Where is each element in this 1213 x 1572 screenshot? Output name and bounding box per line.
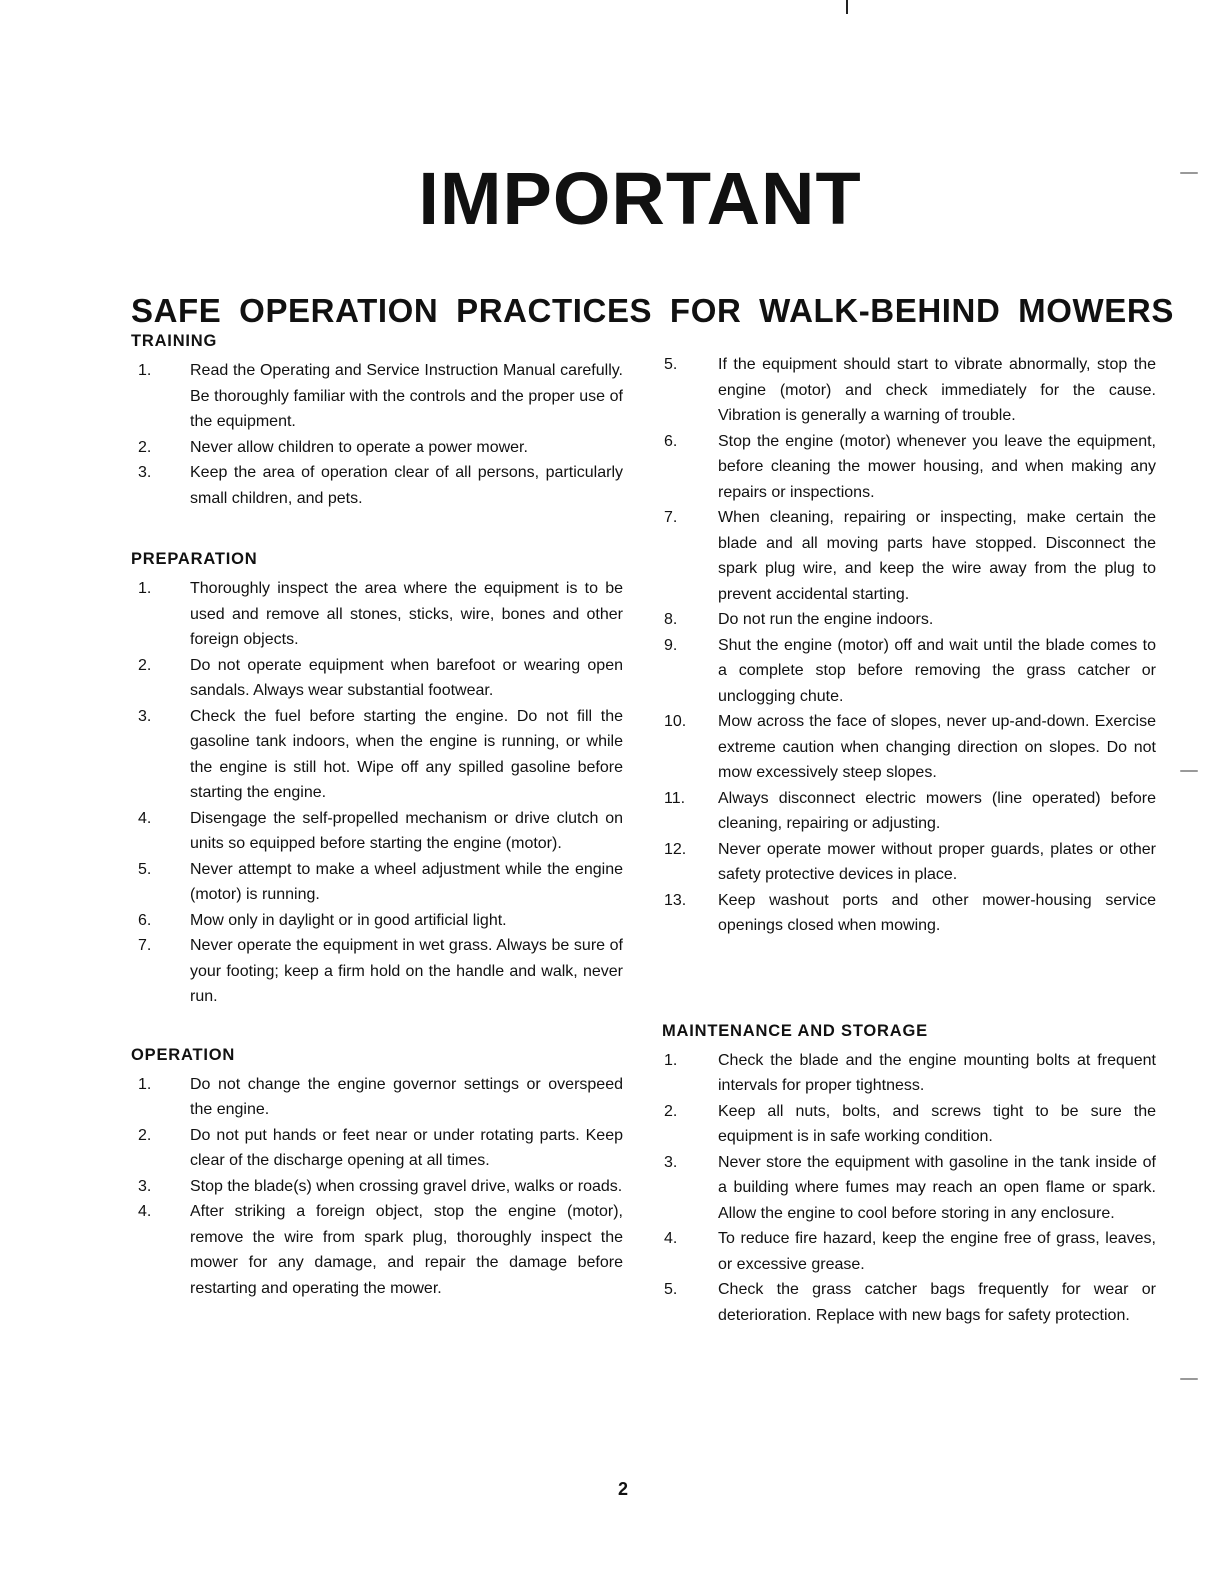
scan-margin-mark xyxy=(1180,770,1198,772)
item-number: 2. xyxy=(664,1102,678,1120)
item-number: 2. xyxy=(138,438,152,456)
list-item xyxy=(131,653,623,704)
right-column xyxy=(662,330,1156,1328)
list-item xyxy=(662,1150,1156,1227)
item-number: 13. xyxy=(664,891,687,909)
list-item xyxy=(662,1048,1156,1099)
item-number: 3. xyxy=(138,1177,152,1195)
item-text: Do not operate equipment when barefoot or wearing open sandals. Always wear substantial footwear. xyxy=(190,656,623,699)
item-number: 2. xyxy=(138,1126,152,1144)
list-item xyxy=(662,607,1156,633)
item-text: Check the blade and the engine mounting bolts at frequent intervals for proper tightness. xyxy=(718,1051,1156,1094)
training-section xyxy=(131,330,623,511)
list-item xyxy=(662,837,1156,888)
list-item xyxy=(662,505,1156,607)
left-column xyxy=(131,330,623,1301)
item-number: 1. xyxy=(138,580,152,597)
item-text: Keep all nuts, bolts, and screws tight to be sure the equipment is in safe working condition. xyxy=(718,1102,1156,1145)
item-number: 6. xyxy=(138,911,152,929)
item-number: 1. xyxy=(664,1051,678,1069)
item-text: After striking a foreign object, stop the engine (motor), remove the wire from spark plug, thoroughly inspect the mower for any damage, and repair the damage before restarting and operating the mower. xyxy=(190,1203,623,1297)
item-number: 10. xyxy=(664,713,687,730)
item-text: If the equipment should start to vibrate abnormally, stop the engine (motor) and check immediately for the cause. Vibration is generally a warning of trouble. xyxy=(718,356,1156,424)
maintenance-heading: MAINTENANCE AND STORAGE xyxy=(662,1021,928,1040)
list-item xyxy=(662,709,1156,786)
item-number: 12. xyxy=(664,840,687,858)
list-item xyxy=(131,1174,623,1200)
page-title: IMPORTANT xyxy=(418,157,862,240)
item-text: When cleaning, repairing or inspecting, make certain the blade and all moving parts have stopped. Disconnect the spark plug wire, and keep the wire away from the plug to prevent accidental starting. xyxy=(718,509,1156,603)
item-number: 9. xyxy=(664,636,678,654)
item-text: Keep the area of operation clear of all persons, particularly small children, and pets. xyxy=(190,464,623,507)
training-list xyxy=(131,358,623,511)
item-text: Never operate mower without proper guards, plates or other safety protective devices in place. xyxy=(718,840,1156,883)
page-subtitle: SAFE OPERATION PRACTICES FOR WALK-BEHIND MOWERS xyxy=(131,292,1174,329)
item-text: Check the fuel before starting the engine. Do not fill the gasoline tank indoors, when the engine is running, or while the engine is still hot. Wipe off any spilled gasoline before starting the engine. xyxy=(190,707,623,801)
item-text: Do not put hands or feet near or under rotating parts. Keep clear of the discharge opening at all times. xyxy=(190,1126,623,1169)
item-number: 8. xyxy=(664,611,678,628)
item-text: Keep washout ports and other mower-housing service openings closed when mowing. xyxy=(718,891,1156,934)
item-number: 1. xyxy=(138,362,152,379)
item-number: 7. xyxy=(664,509,678,526)
list-item xyxy=(662,888,1156,939)
item-number: 3. xyxy=(138,464,152,481)
item-number: 4. xyxy=(138,809,152,827)
scan-margin-mark xyxy=(1180,1378,1198,1380)
preparation-section xyxy=(131,548,623,1010)
item-text: Never allow children to operate a power mower. xyxy=(190,438,528,456)
item-number: 3. xyxy=(664,1153,678,1171)
page-number: 2 xyxy=(618,1479,629,1499)
list-item xyxy=(131,460,623,511)
item-text: Do not run the engine indoors. xyxy=(718,611,934,628)
item-text: Disengage the self-propelled mechanism or drive clutch on units so equipped before starting the engine (motor). xyxy=(190,809,623,852)
item-number: 1. xyxy=(138,1075,152,1093)
list-item xyxy=(662,633,1156,710)
training-heading: TRAINING xyxy=(131,332,218,350)
operation-list xyxy=(131,1072,623,1302)
operation-continued-list xyxy=(662,352,1156,939)
item-text: Never store the equipment with gasoline in the tank inside of a building where fumes may reach an open flame or spark. Allow the engine to cool before storing in any enclosure. xyxy=(718,1153,1156,1222)
operation-heading: OPERATION xyxy=(131,1045,236,1064)
item-text: Do not change the engine governor settings or overspeed the engine. xyxy=(190,1075,623,1118)
item-text: Read the Operating and Service Instruction Manual carefully. Be thoroughly familiar with the controls and the proper use of the equipment. xyxy=(190,362,623,430)
list-item xyxy=(131,358,623,435)
item-text: Stop the engine (motor) whenever you leave the equipment, before cleaning the mower housing, and when making any repairs or inspections. xyxy=(718,432,1156,501)
list-item xyxy=(131,933,623,1010)
maintenance-section xyxy=(662,1020,1156,1329)
list-item xyxy=(662,429,1156,506)
item-text: Always disconnect electric mowers (line operated) before cleaning, repairing or adjusting. xyxy=(718,789,1156,832)
list-item xyxy=(131,704,623,806)
list-item xyxy=(131,435,623,461)
item-number: 4. xyxy=(138,1203,152,1220)
list-item xyxy=(131,1199,623,1301)
item-number: 4. xyxy=(664,1230,678,1247)
scan-edge-mark xyxy=(846,0,848,14)
item-text: Mow across the face of slopes, never up-and-down. Exercise extreme caution when changing direction on slopes. Do not mow excessively steep slopes. xyxy=(718,713,1156,781)
item-text: Stop the blade(s) when crossing gravel drive, walks or roads. xyxy=(190,1177,623,1195)
item-text: Thoroughly inspect the area where the equipment is to be used and remove all stones, sticks, wire, bones and other foreign objects. xyxy=(190,580,623,648)
item-number: 7. xyxy=(138,937,152,954)
operation-section xyxy=(131,1044,623,1302)
list-item xyxy=(662,1099,1156,1150)
list-item xyxy=(131,576,623,653)
item-number: 11. xyxy=(664,789,686,807)
item-text: To reduce fire hazard, keep the engine free of grass, leaves, or excessive grease. xyxy=(718,1230,1156,1273)
list-item xyxy=(662,1277,1156,1328)
item-number: 5. xyxy=(138,860,152,878)
maintenance-list xyxy=(662,1048,1156,1329)
list-item xyxy=(131,908,623,934)
list-item xyxy=(131,857,623,908)
list-item xyxy=(131,1123,623,1174)
list-item xyxy=(662,352,1156,429)
item-number: 5. xyxy=(664,1281,678,1298)
item-text: Never attempt to make a wheel adjustment while the engine (motor) is running. xyxy=(190,860,623,903)
list-item xyxy=(662,786,1156,837)
item-text: Shut the engine (motor) off and wait until the blade comes to a complete stop before removing the grass catcher or unclogging chute. xyxy=(718,636,1156,705)
item-number: 2. xyxy=(138,656,152,674)
item-number: 6. xyxy=(664,432,678,450)
preparation-list xyxy=(131,576,623,1010)
item-number: 3. xyxy=(138,707,152,725)
item-text: Mow only in daylight or in good artificial light. xyxy=(190,911,507,929)
item-text: Check the grass catcher bags frequently for wear or deterioration. Replace with new bags for safety protection. xyxy=(718,1281,1156,1324)
item-text: Never operate the equipment in wet grass. Always be sure of your footing; keep a firm hold on the handle and walk, never run. xyxy=(190,937,623,1005)
list-item xyxy=(131,1072,623,1123)
list-item xyxy=(662,1226,1156,1277)
preparation-heading: PREPARATION xyxy=(131,550,258,568)
list-item xyxy=(131,806,623,857)
item-number: 5. xyxy=(664,356,678,373)
